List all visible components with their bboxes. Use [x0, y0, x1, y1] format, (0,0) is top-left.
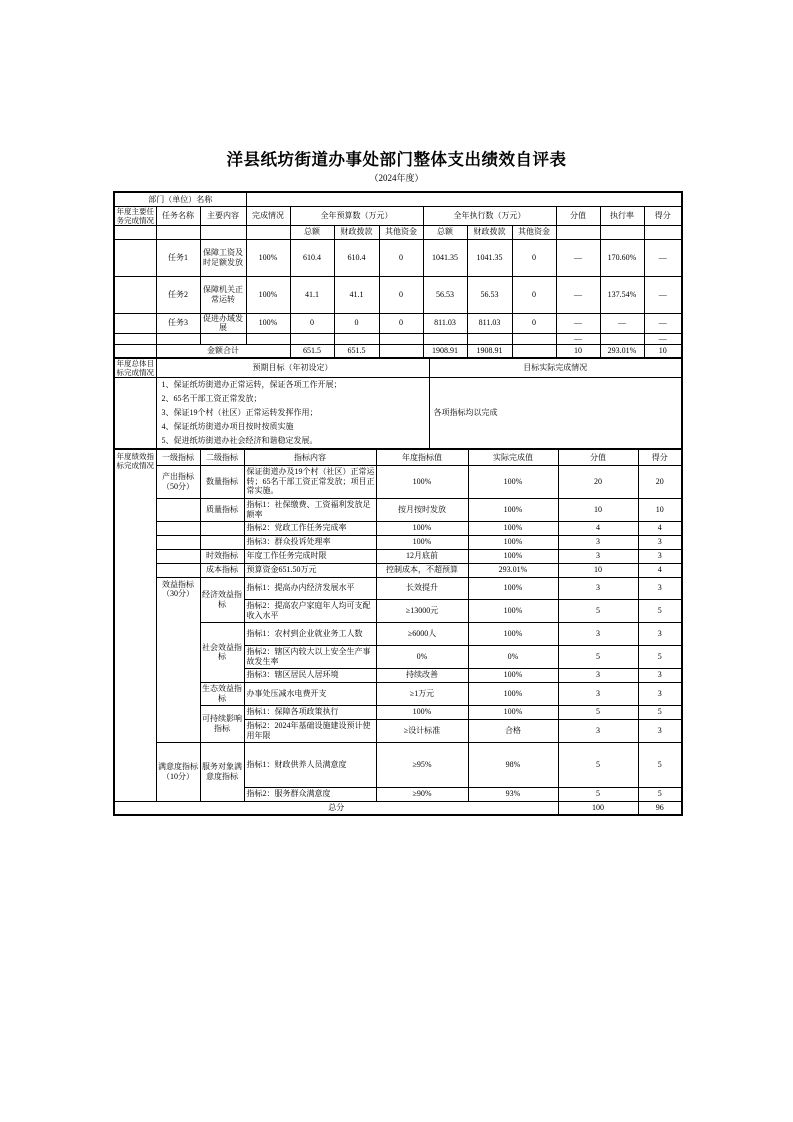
empty-cell	[156, 498, 200, 521]
indicator-actual: 0%	[468, 645, 558, 668]
task-row-empty	[114, 333, 682, 344]
indicator-actual: 100%	[468, 521, 558, 535]
indicator-content: 指标2：辖区内较大以上安全生产事故发生率	[244, 645, 376, 668]
indicator-annual: 100%	[376, 521, 468, 535]
indicator-level2: 生态效益指标	[200, 682, 244, 705]
indicators-header-row	[114, 449, 682, 465]
indicator-score: 10	[638, 498, 682, 521]
col-score-value: 分值	[558, 449, 638, 465]
indicator-row	[114, 465, 682, 498]
col-level2: 二级指标	[200, 449, 244, 465]
empty-cell	[156, 333, 200, 344]
total-exec-fiscal: 1908.91	[467, 344, 512, 358]
indicator-score: 5	[638, 742, 682, 787]
indicator-annual: ≥90%	[376, 787, 468, 801]
indicator-level1: 满意度指标（10分）	[156, 742, 200, 801]
indicator-score: 20	[638, 465, 682, 498]
indicator-content: 指标1：农村到企业就业务工人数	[244, 622, 376, 645]
indicator-actual: 100%	[468, 622, 558, 645]
empty-cell	[114, 344, 156, 358]
indicator-score-value: 5	[558, 705, 638, 719]
dept-label: 部门（单位）名称	[114, 192, 246, 206]
exec-fiscal: 811.03	[467, 313, 512, 333]
col-score: 得分	[644, 206, 682, 225]
indicator-annual: ≥95%	[376, 742, 468, 787]
col-content: 指标内容	[244, 449, 376, 465]
indicator-score: 3	[638, 682, 682, 705]
tasks-table	[113, 191, 683, 359]
task-row	[114, 313, 682, 333]
col-level1: 一级指标	[156, 449, 200, 465]
empty-cell	[156, 563, 200, 577]
goals-expected-header: 预期目标（年初设定）	[156, 358, 429, 378]
task-rate: —	[600, 313, 644, 333]
indicator-annual: 0%	[376, 645, 468, 668]
goal-item: 4、保证纸坊街道办项目按时按质实施	[161, 422, 294, 431]
task-score-value: —	[556, 239, 600, 276]
indicator-score-value: 3	[558, 535, 638, 549]
indicator-row	[114, 742, 682, 787]
empty-cell	[200, 333, 246, 344]
indicator-level2: 质量指标	[200, 498, 244, 521]
indicator-score: 3	[638, 549, 682, 563]
total-score-value: 10	[556, 344, 600, 358]
indicator-content: 指标3：群众投诉处理率	[244, 535, 376, 549]
indicator-content: 指标2：提高农户家庭年人均可支配收入水平	[244, 599, 376, 622]
indicator-annual: 持续改善	[376, 668, 468, 682]
indicator-content: 预算资金651.50万元	[244, 563, 376, 577]
indicator-actual: 100%	[468, 577, 558, 599]
indicator-annual: ≥1万元	[376, 682, 468, 705]
goals-actual-cell: 各项指标均以完成	[429, 378, 682, 450]
indicator-score: 3	[638, 535, 682, 549]
indicator-actual: 合格	[468, 719, 558, 742]
empty-cell	[423, 333, 467, 344]
indicator-score-value: 3	[558, 577, 638, 599]
indicator-score: 3	[638, 719, 682, 742]
total-score-label: 总分	[114, 801, 558, 815]
task-name: 任务3	[156, 313, 200, 333]
dept-value-cell	[246, 192, 682, 206]
task-score-value: —	[556, 313, 600, 333]
indicator-score-value: 4	[558, 521, 638, 535]
empty-cell	[114, 225, 156, 239]
total-budget-other	[379, 344, 423, 358]
task-name: 任务1	[156, 239, 200, 276]
indicator-annual: 按月按时发放	[376, 498, 468, 521]
indicator-row	[114, 563, 682, 577]
empty-cell	[556, 225, 600, 239]
col-actual-value: 实际完成值	[468, 449, 558, 465]
exec-fiscal: 56.53	[467, 276, 512, 313]
col-task-name: 任务名称	[156, 206, 200, 225]
budget-total: 41.1	[290, 276, 334, 313]
indicator-level2: 服务对象满意度指标	[200, 742, 244, 801]
task-name: 任务2	[156, 276, 200, 313]
indicator-score: 3	[638, 668, 682, 682]
indicator-actual: 100%	[468, 498, 558, 521]
indicator-annual: ≥设计标准	[376, 719, 468, 742]
indicator-score-value: 3	[558, 682, 638, 705]
task-content: 保障工资及时足额发放	[200, 239, 246, 276]
task-score: —	[644, 276, 682, 313]
indicator-actual: 100%	[468, 549, 558, 563]
exec-other: 0	[512, 239, 556, 276]
total-exec-total: 1908.91	[423, 344, 467, 358]
indicator-score-value: 5	[558, 742, 638, 787]
exec-total: 56.53	[423, 276, 467, 313]
empty-cell	[114, 276, 156, 313]
empty-cell	[644, 225, 682, 239]
goals-table	[113, 357, 683, 450]
dept-row	[114, 192, 682, 206]
total-score: 96	[638, 801, 682, 815]
page-subtitle: （2024年度）	[369, 173, 424, 183]
empty-cell	[114, 313, 156, 333]
empty-cell	[379, 333, 423, 344]
exec-fiscal: 1041.35	[467, 239, 512, 276]
indicator-annual: ≥6000人	[376, 622, 468, 645]
indicator-score-value: 5	[558, 645, 638, 668]
task-score-value: —	[556, 276, 600, 313]
indicator-actual: 93%	[468, 787, 558, 801]
empty-cell	[156, 521, 200, 535]
exec-total: 1041.35	[423, 239, 467, 276]
col-main-content: 主要内容	[200, 206, 246, 225]
indicator-annual: 控制成本，不超预算	[376, 563, 468, 577]
indicators-total-row	[114, 801, 682, 815]
indicator-level2: 经济效益指标	[200, 577, 244, 622]
subcol-other: 其他资金	[512, 225, 556, 239]
total-budget-fiscal: 651.5	[334, 344, 379, 358]
indicator-annual: 长效提升	[376, 577, 468, 599]
indicator-score: 4	[638, 521, 682, 535]
indicator-content: 指标3：辖区居民人居环境	[244, 668, 376, 682]
col-score: 得分	[638, 449, 682, 465]
indicator-score-value: 20	[558, 465, 638, 498]
indicator-score-value: 10	[558, 563, 638, 577]
indicator-actual: 100%	[468, 535, 558, 549]
indicator-annual: 100%	[376, 535, 468, 549]
indicator-level1: 产出指标（50分）	[156, 465, 200, 498]
goal-item: 1、保证纸坊街道办正常运转，保证各项工作开展；	[161, 380, 342, 389]
budget-other: 0	[379, 276, 423, 313]
indicator-annual: 100%	[376, 465, 468, 498]
budget-fiscal: 41.1	[334, 276, 379, 313]
indicator-score-value: 3	[558, 668, 638, 682]
indicator-score-value: 3	[558, 719, 638, 742]
indicator-annual: 100%	[376, 705, 468, 719]
indicator-actual: 100%	[468, 465, 558, 498]
indicator-level2: 数量指标	[200, 465, 244, 498]
indicator-score: 4	[638, 563, 682, 577]
total-score: 10	[644, 344, 682, 358]
indicator-content: 指标2：2024年基础设施建设预计使用年限	[244, 719, 376, 742]
goals-section-label: 年度总体目标完成情况	[114, 358, 156, 378]
indicator-content: 指标1：社保缴费、工资福利发放足额率	[244, 498, 376, 521]
indicator-score-value: 10	[558, 498, 638, 521]
indicator-row	[114, 535, 682, 549]
task-row	[114, 239, 682, 276]
budget-fiscal: 0	[334, 313, 379, 333]
indicator-level1: 效益指标（30分）	[156, 577, 200, 742]
indicator-content: 指标2：党政工作任务完成率	[244, 521, 376, 535]
task-completion: 100%	[246, 239, 290, 276]
empty-cell	[512, 333, 556, 344]
indicator-score-value: 5	[558, 599, 638, 622]
subcol-other: 其他资金	[379, 225, 423, 239]
tasks-header-row	[114, 206, 682, 225]
indicator-row	[114, 705, 682, 719]
exec-other: 0	[512, 313, 556, 333]
empty-cell	[156, 225, 200, 239]
budget-fiscal: 610.4	[334, 239, 379, 276]
tasks-section-label: 年度主要任务完成情况	[114, 206, 156, 225]
empty-cell	[290, 333, 334, 344]
exec-total: 811.03	[423, 313, 467, 333]
indicator-level2: 社会效益指标	[200, 622, 244, 682]
indicator-level2: 成本指标	[200, 563, 244, 577]
empty-cell	[156, 549, 200, 563]
page-title: 洋县纸坊街道办事处部门整体支出绩效自评表	[226, 150, 567, 169]
indicator-row	[114, 622, 682, 645]
indicator-row	[114, 682, 682, 705]
indicator-content: 办事处压减水电费开支	[244, 682, 376, 705]
col-score-value: 分值	[556, 206, 600, 225]
task-row	[114, 276, 682, 313]
empty-cell	[200, 535, 244, 549]
task-rate: 170.60%	[600, 239, 644, 276]
goals-expected-cell	[156, 378, 429, 450]
goals-body-row	[114, 378, 682, 450]
total-budget-total: 651.5	[290, 344, 334, 358]
task-content: 保障机关正常运转	[200, 276, 246, 313]
indicator-row	[114, 549, 682, 563]
empty-cell	[114, 333, 156, 344]
tasks-total-label: 金额合计	[156, 344, 290, 358]
task-score: —	[644, 239, 682, 276]
indicator-annual: 12月底前	[376, 549, 468, 563]
empty-cell	[156, 535, 200, 549]
task-completion: 100%	[246, 313, 290, 333]
indicator-content: 指标2：服务群众满意度	[244, 787, 376, 801]
empty-cell	[114, 239, 156, 276]
indicator-row	[114, 521, 682, 535]
indicator-content: 保证街道办及19个村（社区）正常运转；65名干部工资正常发放；项目正常实施。	[244, 465, 376, 498]
task-content: 促进办域发展	[200, 313, 246, 333]
indicator-score-value: 5	[558, 787, 638, 801]
budget-other: 0	[379, 239, 423, 276]
goal-item: 3、保证19个村（社区）正常运转发挥作用；	[161, 408, 318, 417]
indicator-content: 指标1：提高办内经济发展水平	[244, 577, 376, 599]
budget-other: 0	[379, 313, 423, 333]
exec-other: 0	[512, 276, 556, 313]
budget-total: 0	[290, 313, 334, 333]
indicator-level2: 时效指标	[200, 549, 244, 563]
indicator-annual: ≥13000元	[376, 599, 468, 622]
indicator-score: 3	[638, 622, 682, 645]
subcol-fiscal: 财政拨款	[334, 225, 379, 239]
col-annual-budget: 全年预算数（万元）	[290, 206, 423, 225]
task-score: —	[644, 333, 682, 344]
empty-cell	[467, 333, 512, 344]
total-rate: 293.01%	[600, 344, 644, 358]
indicator-score: 5	[638, 599, 682, 622]
indicator-score: 3	[638, 577, 682, 599]
indicator-actual: 98%	[468, 742, 558, 787]
budget-total: 610.4	[290, 239, 334, 276]
indicator-row	[114, 577, 682, 599]
goal-item: 2、65名干部工资正常发放；	[161, 394, 262, 403]
empty-cell	[334, 333, 379, 344]
indicator-actual: 100%	[468, 682, 558, 705]
indicator-content: 年度工作任务完成时限	[244, 549, 376, 563]
task-completion: 100%	[246, 276, 290, 313]
empty-cell	[200, 225, 246, 239]
col-completion: 完成情况	[246, 206, 290, 225]
indicator-score-value: 3	[558, 549, 638, 563]
col-annual-value: 年度指标值	[376, 449, 468, 465]
indicator-actual: 100%	[468, 599, 558, 622]
indicator-actual: 100%	[468, 668, 558, 682]
indicator-score: 5	[638, 645, 682, 668]
subcol-total: 总额	[423, 225, 467, 239]
indicators-table	[113, 448, 683, 816]
task-score: —	[644, 313, 682, 333]
tasks-subheader-row	[114, 225, 682, 239]
col-annual-execution: 全年执行数（万元）	[423, 206, 556, 225]
subcol-fiscal: 财政拨款	[467, 225, 512, 239]
indicator-level2: 可持续影响指标	[200, 705, 244, 742]
report-table-wrap	[113, 191, 681, 816]
indicator-content: 指标1：财政供养人员满意度	[244, 742, 376, 787]
task-rate: 137.54%	[600, 276, 644, 313]
empty-cell	[200, 521, 244, 535]
indicator-score: 5	[638, 787, 682, 801]
indicators-section-label: 年度绩效指标完成情况	[114, 449, 156, 801]
indicator-actual: 100%	[468, 705, 558, 719]
indicator-score: 5	[638, 705, 682, 719]
task-score-value: —	[556, 333, 600, 344]
total-exec-other	[512, 344, 556, 358]
task-rate	[600, 333, 644, 344]
tasks-total-row	[114, 344, 682, 358]
empty-cell	[246, 225, 290, 239]
subcol-total: 总额	[290, 225, 334, 239]
empty-cell	[600, 225, 644, 239]
goals-actual-header: 目标实际完成情况	[429, 358, 682, 378]
indicator-actual: 293.01%	[468, 563, 558, 577]
goal-item: 5、促进纸坊街道办社会经济和谐稳定发展。	[161, 436, 318, 445]
col-execution-rate: 执行率	[600, 206, 644, 225]
total-score-value: 100	[558, 801, 638, 815]
indicator-content: 指标1：保障各项政策执行	[244, 705, 376, 719]
empty-cell	[114, 378, 156, 450]
indicator-score-value: 3	[558, 622, 638, 645]
empty-cell	[246, 333, 290, 344]
goals-header-row	[114, 358, 682, 378]
indicator-row	[114, 498, 682, 521]
